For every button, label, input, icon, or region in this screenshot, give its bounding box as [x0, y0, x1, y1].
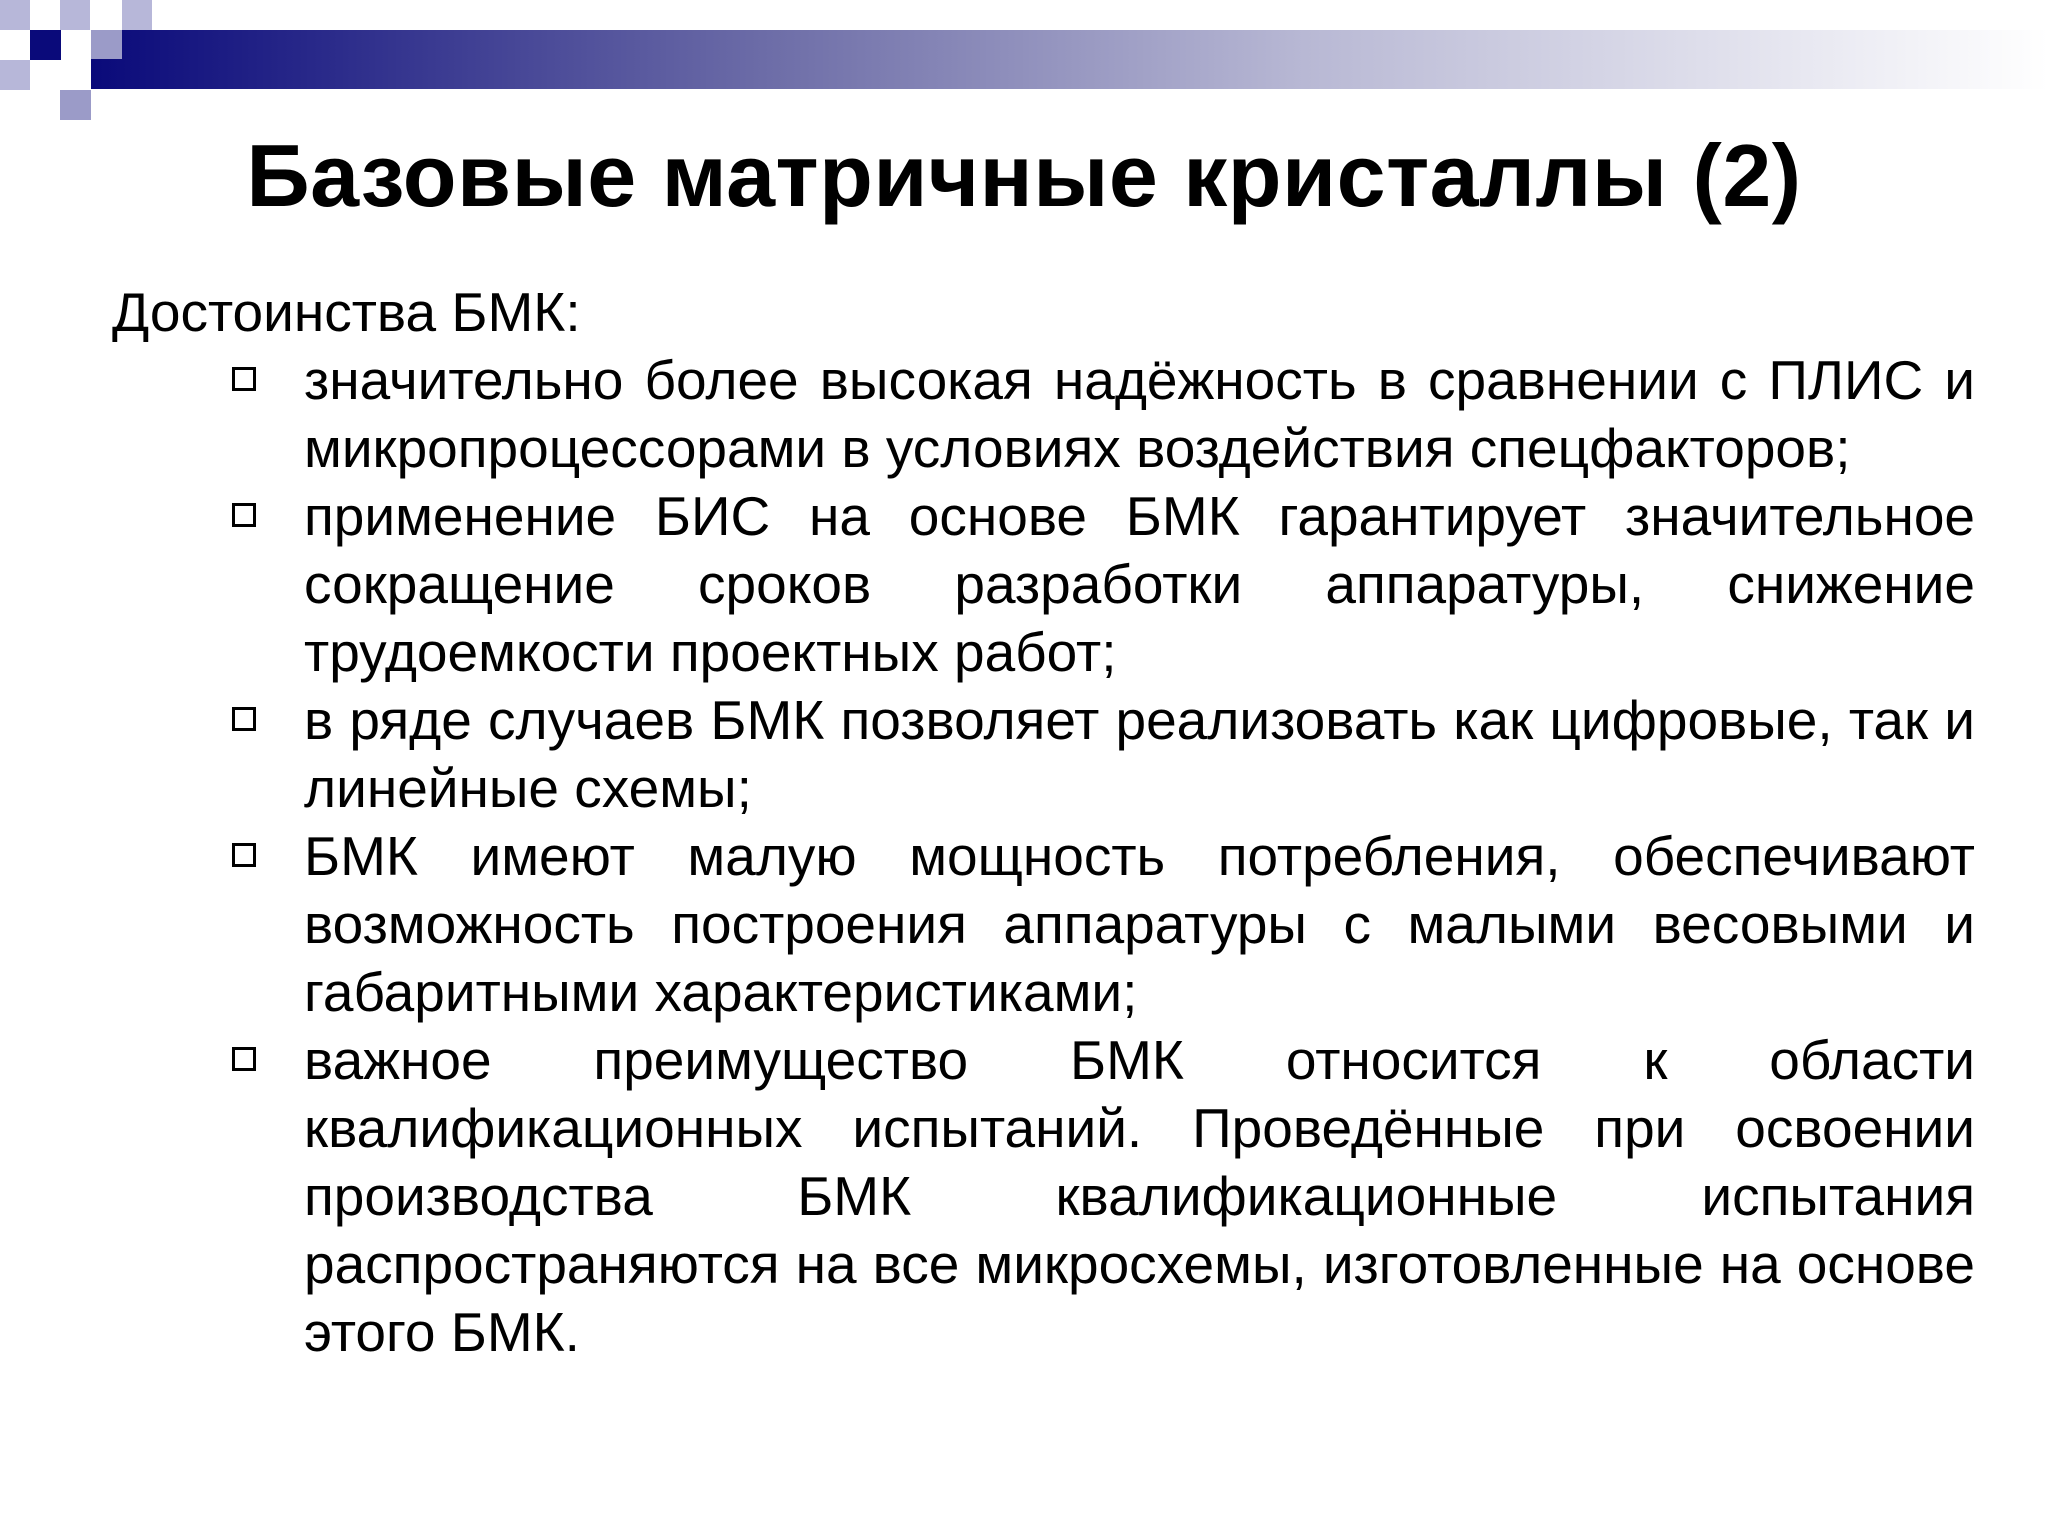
list-item-text: важное преимущество БМК относится к области квалификационных испытаний. Проведённые при освоении производства БМК квалификационные испытания распространяются на все микросхемы, изготовленные на основе этого БМК.: [304, 1029, 1975, 1363]
list-item-text: значительно более высокая надёжность в сравнении с ПЛИС и микропроцессорами в условиях воздействия спецфакторов;: [304, 349, 1975, 479]
list-item-text: БМК имеют малую мощность потребления, обеспечивают возможность построения аппаратуры с малыми весовыми и габаритными характеристиками;: [304, 825, 1975, 1023]
header-gradient-bar: [91, 30, 2048, 89]
list-item: [220, 482, 1975, 686]
hollow-square-icon: [232, 843, 256, 867]
list-item-text: применение БИС на основе БМК гарантирует значительное сокращение сроков разработки аппаратуры, снижение трудоемкости проектных работ;: [304, 485, 1975, 683]
header-square-decoration: [0, 60, 30, 90]
list-item: [220, 1026, 1975, 1366]
hollow-square-icon: [232, 1047, 256, 1071]
list-item-text: в ряде случаев БМК позволяет реализовать как цифровые, так и линейные схемы;: [304, 689, 1975, 819]
list-item: [220, 686, 1975, 822]
header-square-decoration: [122, 0, 152, 30]
hollow-square-icon: [232, 503, 256, 527]
hollow-square-icon: [232, 707, 256, 731]
intro-text: Достоинства БМК:: [112, 281, 581, 343]
header-square-decoration: [60, 0, 90, 30]
slide-title: Базовые матричные кристаллы (2): [246, 126, 1802, 225]
list-item: [220, 822, 1975, 1026]
header-square-decoration: [30, 30, 61, 60]
header-square-decoration: [60, 90, 91, 120]
hollow-square-icon: [232, 367, 256, 391]
list-item: [220, 346, 1975, 482]
header-square-decoration: [0, 0, 30, 30]
header-square-decoration: [91, 30, 122, 59]
advantages-list: [220, 346, 1975, 1366]
